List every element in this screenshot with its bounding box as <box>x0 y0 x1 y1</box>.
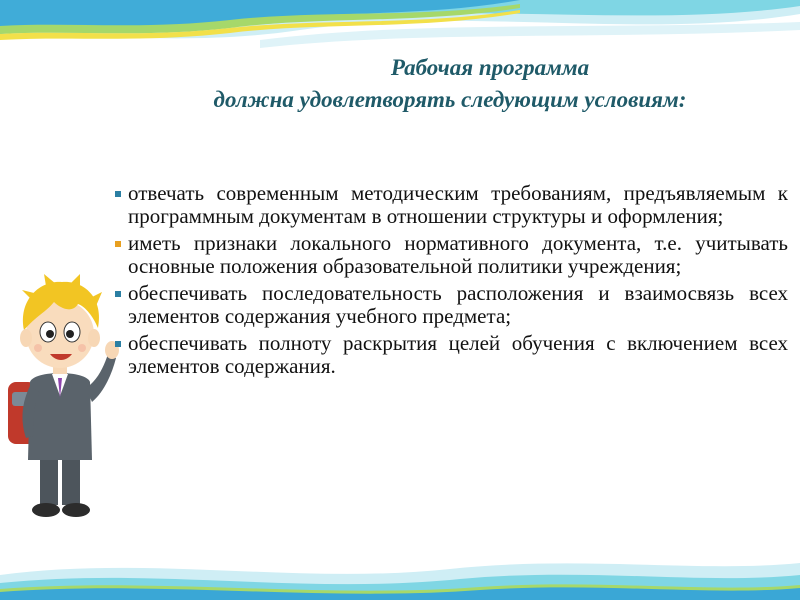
title-line-1: Рабочая программа <box>390 55 590 80</box>
bullet-icon <box>115 241 121 247</box>
conditions-list <box>112 182 788 382</box>
list-item <box>112 332 788 378</box>
list-item <box>112 282 788 328</box>
bullet-icon <box>115 291 121 297</box>
list-item-text: иметь признаки локального нормативного документа, т.е. учитывать основные положения образовательной политики учреждения; <box>128 231 788 278</box>
slide-title <box>120 52 780 116</box>
bullet-icon <box>115 191 121 197</box>
title-line-2: должна удовлетворять следующим условиям: <box>213 87 687 112</box>
list-item-text: отвечать современным методическим требованиям, предъявляемым к программным документам в отношении структуры и оформления; <box>128 181 788 228</box>
schoolboy-illustration <box>0 270 130 540</box>
list-item <box>112 182 788 228</box>
list-item-text: обеспечивать последовательность расположения и взаимосвязь всех элементов содержания учебного предмета; <box>128 281 788 328</box>
bullet-icon <box>115 341 121 347</box>
list-item <box>112 232 788 278</box>
bottom-decorative-waves <box>0 545 800 600</box>
list-item-text: обеспечивать полноту раскрытия целей обучения с включением всех элементов содержания. <box>128 331 788 378</box>
